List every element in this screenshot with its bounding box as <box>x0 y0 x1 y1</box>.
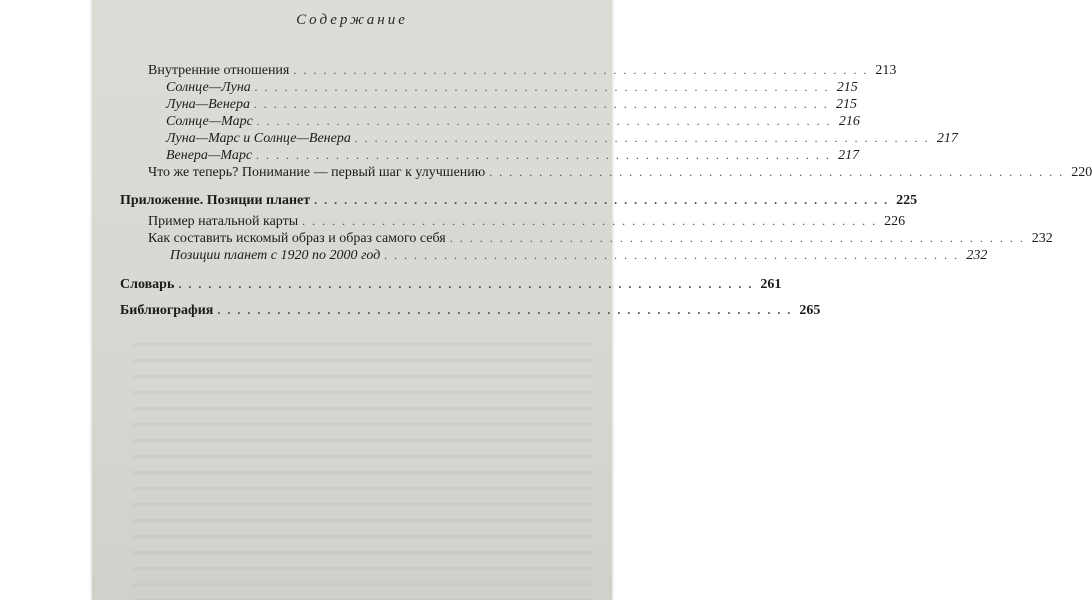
toc-section <box>120 192 918 209</box>
leader-dots: . . . . . . . . . . . . . . . . . . . . . . . . . . . . . . . . . . . . . . . . . . . . . . . . . . . . . . . . . . <box>314 193 890 207</box>
toc-entry-label: Внутренние отношения <box>148 63 290 78</box>
leader-dots: . . . . . . . . . . . . . . . . . . . . . . . . . . . . . . . . . . . . . . . . . . . . . . . . . . . . . . . . . . <box>254 97 830 111</box>
toc-entry-page: 226 <box>884 214 906 229</box>
table-of-contents <box>120 62 1092 319</box>
toc-entry <box>120 96 858 113</box>
toc-section <box>120 302 821 319</box>
toc-section-page: 265 <box>799 303 821 318</box>
leader-dots: . . . . . . . . . . . . . . . . . . . . . . . . . . . . . . . . . . . . . . . . . . . . . . . . . . . . . . . . . . <box>217 303 793 317</box>
toc-entry-label: Солнце—Марс <box>166 114 253 129</box>
leader-dots: . . . . . . . . . . . . . . . . . . . . . . . . . . . . . . . . . . . . . . . . . . . . . . . . . . . . . . . . . . <box>302 214 878 228</box>
leader-dots: . . . . . . . . . . . . . . . . . . . . . . . . . . . . . . . . . . . . . . . . . . . . . . . . . . . . . . . . . . <box>256 148 832 162</box>
toc-entry-label: Венера—Марс <box>166 148 253 163</box>
toc-entry <box>120 62 897 79</box>
book-page <box>92 0 1092 600</box>
toc-entry-page: 213 <box>875 63 897 78</box>
toc-entry <box>120 147 860 164</box>
toc-section-label: Библиография <box>120 303 214 318</box>
toc-entry-page: 215 <box>836 80 858 95</box>
toc-entry-label: Солнце—Луна <box>166 80 251 95</box>
toc-section-label: Приложение. Позиции планет <box>120 193 311 208</box>
toc-entry-page: 215 <box>836 97 858 112</box>
toc-entry-label: Позиции планет с 1920 по 2000 год <box>170 248 381 263</box>
toc-entry <box>120 247 988 264</box>
leader-dots: . . . . . . . . . . . . . . . . . . . . . . . . . . . . . . . . . . . . . . . . . . . . . . . . . . . . . . . . . . <box>449 231 1025 245</box>
toc-entry-label: Что же теперь? Понимание — первый шаг к улучшению <box>148 165 486 180</box>
toc-entry-page: 232 <box>1031 231 1053 246</box>
toc-section-label: Словарь <box>120 277 175 292</box>
toc-entry <box>120 113 860 130</box>
toc-entry-label: Как составить искомый образ и образ самого себя <box>148 231 446 246</box>
bleed-through-text <box>132 330 592 600</box>
toc-entry <box>120 130 958 147</box>
toc-entry-label: Луна—Марс и Солнце—Венера <box>166 131 351 146</box>
leader-dots: . . . . . . . . . . . . . . . . . . . . . . . . . . . . . . . . . . . . . . . . . . . . . . . . . . . . . . . . . . <box>178 277 754 291</box>
toc-entry-page: 216 <box>838 114 860 129</box>
leader-dots: . . . . . . . . . . . . . . . . . . . . . . . . . . . . . . . . . . . . . . . . . . . . . . . . . . . . . . . . . . <box>293 63 869 77</box>
toc-entry-label: Пример натальной карты <box>148 214 299 229</box>
toc-section-page: 225 <box>896 193 918 208</box>
leader-dots: . . . . . . . . . . . . . . . . . . . . . . . . . . . . . . . . . . . . . . . . . . . . . . . . . . . . . . . . . . <box>254 80 830 94</box>
leader-dots: . . . . . . . . . . . . . . . . . . . . . . . . . . . . . . . . . . . . . . . . . . . . . . . . . . . . . . . . . . <box>489 165 1065 179</box>
leader-dots: . . . . . . . . . . . . . . . . . . . . . . . . . . . . . . . . . . . . . . . . . . . . . . . . . . . . . . . . . . <box>256 114 832 128</box>
toc-entry <box>120 230 1053 247</box>
toc-entry-label: Луна—Венера <box>166 97 251 112</box>
leader-dots: . . . . . . . . . . . . . . . . . . . . . . . . . . . . . . . . . . . . . . . . . . . . . . . . . . . . . . . . . . <box>384 248 960 262</box>
leader-dots: . . . . . . . . . . . . . . . . . . . . . . . . . . . . . . . . . . . . . . . . . . . . . . . . . . . . . . . . . . <box>354 131 930 145</box>
page-title: Содержание <box>296 12 408 28</box>
toc-entry-page: 217 <box>838 148 860 163</box>
toc-entry <box>120 79 858 96</box>
toc-entry-page: 220 <box>1071 165 1092 180</box>
toc-section <box>120 276 782 293</box>
toc-entry <box>120 164 1092 181</box>
toc-entry-page: 217 <box>936 131 958 146</box>
toc-entry-page: 232 <box>966 248 988 263</box>
toc-section-page: 261 <box>760 277 782 292</box>
toc-entry <box>120 213 906 230</box>
